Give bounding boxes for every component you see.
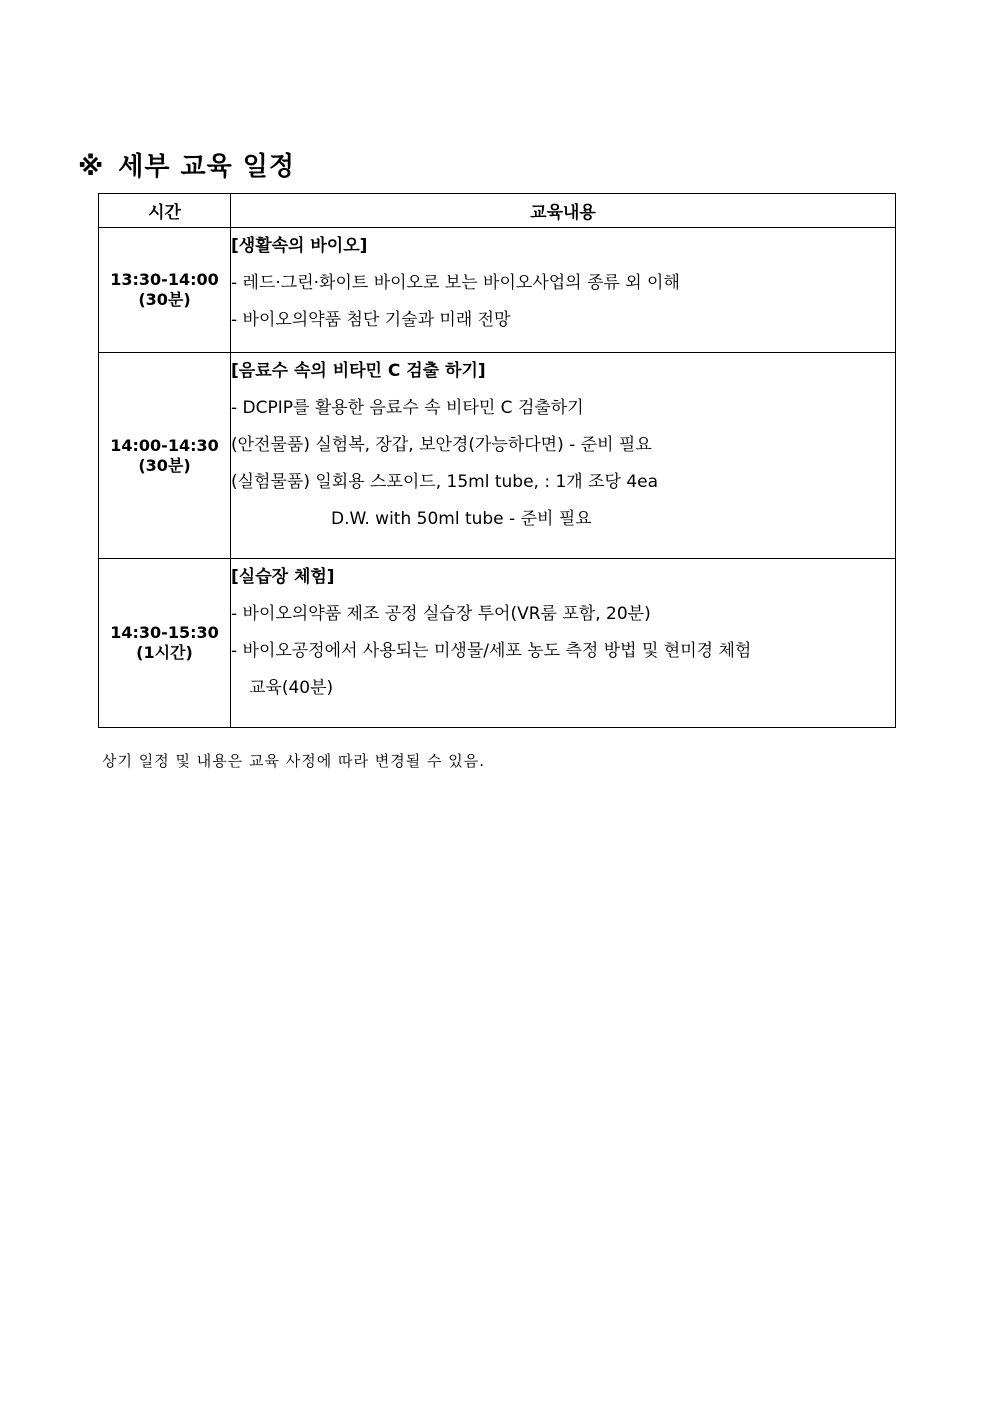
content-cell	[231, 559, 896, 728]
title-word-3: 일정	[242, 152, 295, 182]
table-row	[99, 228, 896, 353]
time-range: 13:30-14:00	[110, 270, 219, 289]
time-duration: (30분)	[138, 455, 191, 475]
content-line: - 레드·그린·화이트 바이오로 보는 바이오사업의 종류 외 이해	[231, 273, 680, 293]
time-duration: (30분)	[138, 290, 191, 309]
time-range: 14:00-14:30	[110, 435, 219, 455]
time-range: 14:30-15:30	[110, 623, 219, 642]
schedule-table	[98, 193, 896, 728]
time-cell	[99, 559, 231, 728]
footnote: 상기 일정 및 내용은 교육 사정에 따라 변경될 수 있음.	[102, 752, 485, 770]
page-title	[78, 146, 305, 183]
title-word-1: 세부	[118, 152, 171, 182]
table-row	[99, 559, 896, 728]
content-line: (안전물품) 실험복, 장갑, 보안경(가능하다면) - 준비 필요	[231, 435, 652, 455]
time-duration: (1시간)	[136, 643, 193, 662]
session-title: [생활속의 바이오]	[231, 236, 368, 256]
table-header-row	[99, 194, 896, 228]
title-word-2: 교육	[180, 152, 233, 182]
session-title: [실습장 체험]	[231, 567, 335, 587]
content-line: - DCPIP를 활용한 음료수 속 비타민 C 검출하기	[231, 398, 584, 418]
content-line: - 바이오공정에서 사용되는 미생물/세포 농도 측정 방법 및 현미경 체험	[231, 641, 752, 661]
header-time: 시간	[99, 194, 231, 228]
content-cell	[231, 228, 896, 353]
content-line: - 바이오의약품 첨단 기술과 미래 전망	[231, 310, 511, 330]
content-line: D.W. with 50ml tube - 준비 필요	[331, 509, 592, 529]
header-content: 교육내용	[231, 194, 896, 228]
content-cell	[231, 353, 896, 559]
content-line: 교육(40분)	[249, 678, 334, 698]
time-cell	[99, 353, 231, 559]
table-row	[99, 353, 896, 559]
content-line: - 바이오의약품 제조 공정 실습장 투어(VR룸 포함, 20분)	[231, 604, 651, 624]
time-cell	[99, 228, 231, 353]
content-line: (실험물품) 일회용 스포이드, 15ml tube, : 1개 조당 4ea	[231, 472, 659, 492]
reference-mark: ※	[78, 152, 105, 182]
session-title: [음료수 속의 비타민 C 검출 하기]	[231, 361, 486, 381]
